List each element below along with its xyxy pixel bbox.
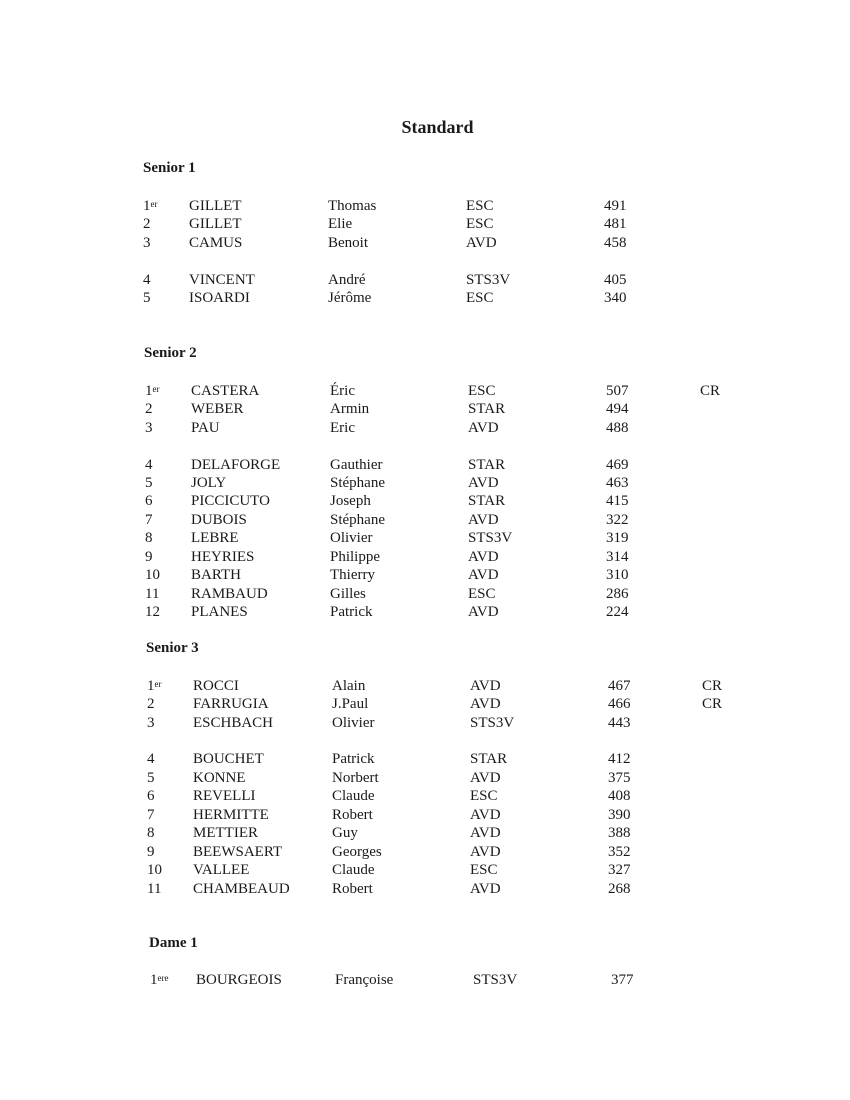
first-name-cell: Gilles xyxy=(330,586,366,602)
rank-cell xyxy=(147,806,155,824)
first-name-cell: Robert xyxy=(332,881,373,897)
score-cell: 443 xyxy=(608,715,631,731)
first-name-cell: Thomas xyxy=(328,198,377,214)
score-cell: 507 xyxy=(606,383,629,399)
section-heading-senior-1: Senior 1 xyxy=(143,160,196,176)
rank-suffix: ere xyxy=(157,973,169,983)
rank-number: 6 xyxy=(147,788,155,804)
score-cell: 310 xyxy=(606,567,629,583)
rank-number: 3 xyxy=(145,420,153,436)
last-name-cell: ROCCI xyxy=(193,678,239,694)
last-name-cell: PAU xyxy=(191,420,220,436)
rank-cell xyxy=(145,511,153,529)
score-cell: 491 xyxy=(604,198,627,214)
first-name-cell: Françoise xyxy=(335,972,394,988)
last-name-cell: DELAFORGE xyxy=(191,457,281,473)
last-name-cell: VINCENT xyxy=(189,272,255,288)
club-cell: AVD xyxy=(468,604,499,620)
rank-number: 11 xyxy=(145,586,160,602)
rank-number: 7 xyxy=(147,807,155,823)
record-note-cell: CR xyxy=(702,696,723,712)
rank-number: 10 xyxy=(145,567,160,583)
first-name-cell: André xyxy=(328,272,366,288)
rank-cell xyxy=(145,603,160,621)
first-name-cell: Olivier xyxy=(332,715,375,731)
rank-number: 7 xyxy=(145,512,153,528)
page-title: Standard xyxy=(401,117,474,137)
score-cell: 481 xyxy=(604,216,627,232)
score-cell: 494 xyxy=(606,401,629,417)
rank-cell xyxy=(147,769,155,787)
last-name-cell: HERMITTE xyxy=(193,807,269,823)
first-name-cell: Thierry xyxy=(330,567,375,583)
rank-number: 4 xyxy=(143,272,151,288)
first-name-cell: Jérôme xyxy=(328,290,372,306)
club-cell: STS3V xyxy=(473,972,518,988)
first-name-cell: Benoit xyxy=(328,235,368,251)
first-name-cell: Eric xyxy=(330,420,355,436)
club-cell: ESC xyxy=(466,198,494,214)
rank-cell xyxy=(147,787,155,805)
rank-cell xyxy=(145,456,153,474)
club-cell: AVD xyxy=(468,567,499,583)
club-cell: AVD xyxy=(468,475,499,491)
rank-number: 5 xyxy=(145,475,153,491)
first-name-cell: Stéphane xyxy=(330,512,385,528)
rank-suffix: er xyxy=(152,384,160,394)
last-name-cell: VALLEE xyxy=(193,862,250,878)
first-name-cell: Elie xyxy=(328,216,353,232)
first-name-cell: Joseph xyxy=(330,493,371,509)
rank-cell xyxy=(143,197,158,215)
rank-number: 2 xyxy=(147,696,155,712)
score-cell: 390 xyxy=(608,807,631,823)
rank-cell xyxy=(147,880,161,898)
last-name-cell: KONNE xyxy=(193,770,246,786)
rank-cell xyxy=(145,419,153,437)
section-heading-dame-1: Dame 1 xyxy=(149,935,198,951)
last-name-cell: JOLY xyxy=(191,475,227,491)
club-cell: AVD xyxy=(466,235,497,251)
rank-number: 9 xyxy=(147,844,155,860)
last-name-cell: BOUCHET xyxy=(193,751,264,767)
score-cell: 405 xyxy=(604,272,627,288)
score-cell: 412 xyxy=(608,751,631,767)
score-cell: 458 xyxy=(604,235,627,251)
score-cell: 322 xyxy=(606,512,629,528)
last-name-cell: PLANES xyxy=(191,604,248,620)
club-cell: STAR xyxy=(468,457,506,473)
club-cell: ESC xyxy=(468,586,496,602)
first-name-cell: Olivier xyxy=(330,530,373,546)
club-cell: AVD xyxy=(470,807,501,823)
club-cell: STS3V xyxy=(470,715,515,731)
rank-cell xyxy=(147,695,155,713)
rank-cell xyxy=(150,971,169,989)
rank-cell xyxy=(147,750,155,768)
score-cell: 408 xyxy=(608,788,631,804)
score-cell: 467 xyxy=(608,678,631,694)
first-name-cell: Gauthier xyxy=(330,457,383,473)
score-cell: 415 xyxy=(606,493,629,509)
club-cell: ESC xyxy=(466,216,494,232)
rank-cell xyxy=(143,234,151,252)
last-name-cell: RAMBAUD xyxy=(191,586,268,602)
club-cell: AVD xyxy=(468,420,499,436)
rank-number: 11 xyxy=(147,881,162,897)
rank-number: 8 xyxy=(147,825,155,841)
club-cell: ESC xyxy=(468,383,496,399)
first-name-cell: Armin xyxy=(330,401,370,417)
rank-number: 5 xyxy=(147,770,155,786)
club-cell: AVD xyxy=(468,549,499,565)
last-name-cell: ISOARDI xyxy=(189,290,250,306)
last-name-cell: PICCICUTO xyxy=(191,493,270,509)
first-name-cell: Patrick xyxy=(330,604,373,620)
record-note-cell: CR xyxy=(700,383,721,399)
score-cell: 388 xyxy=(608,825,631,841)
first-name-cell: J.Paul xyxy=(332,696,369,712)
rank-cell xyxy=(147,824,155,842)
club-cell: ESC xyxy=(470,862,498,878)
rank-number: 1 xyxy=(150,972,158,988)
rank-cell xyxy=(143,289,151,307)
club-cell: STAR xyxy=(470,751,508,767)
first-name-cell: Alain xyxy=(332,678,366,694)
rank-cell xyxy=(145,400,153,418)
club-cell: STAR xyxy=(468,401,506,417)
last-name-cell: BOURGEOIS xyxy=(196,972,282,988)
last-name-cell: GILLET xyxy=(189,216,242,232)
club-cell: STAR xyxy=(468,493,506,509)
last-name-cell: FARRUGIA xyxy=(193,696,269,712)
club-cell: AVD xyxy=(470,825,501,841)
first-name-cell: Claude xyxy=(332,788,375,804)
score-cell: 268 xyxy=(608,881,631,897)
score-cell: 377 xyxy=(611,972,634,988)
rank-number: 1 xyxy=(147,678,155,694)
last-name-cell: BEEWSAERT xyxy=(193,844,283,860)
club-cell: ESC xyxy=(466,290,494,306)
first-name-cell: Éric xyxy=(330,383,355,399)
rank-number: 8 xyxy=(145,530,153,546)
rank-number: 2 xyxy=(145,401,153,417)
last-name-cell: CAMUS xyxy=(189,235,243,251)
club-cell: STS3V xyxy=(468,530,513,546)
last-name-cell: REVELLI xyxy=(193,788,256,804)
rank-cell xyxy=(147,714,155,732)
rank-cell xyxy=(145,566,160,584)
last-name-cell: BARTH xyxy=(191,567,241,583)
rank-cell xyxy=(145,585,159,603)
club-cell: AVD xyxy=(470,678,501,694)
rank-cell xyxy=(147,843,155,861)
score-cell: 352 xyxy=(608,844,631,860)
score-cell: 375 xyxy=(608,770,631,786)
last-name-cell: DUBOIS xyxy=(191,512,247,528)
score-cell: 319 xyxy=(606,530,629,546)
score-cell: 327 xyxy=(608,862,631,878)
rank-cell xyxy=(145,548,153,566)
rank-number: 1 xyxy=(143,198,151,214)
last-name-cell: METTIER xyxy=(193,825,258,841)
score-cell: 286 xyxy=(606,586,629,602)
score-cell: 314 xyxy=(606,549,629,565)
first-name-cell: Robert xyxy=(332,807,373,823)
rank-cell xyxy=(143,271,151,289)
rank-number: 5 xyxy=(143,290,151,306)
rank-number: 3 xyxy=(147,715,155,731)
last-name-cell: GILLET xyxy=(189,198,242,214)
first-name-cell: Norbert xyxy=(332,770,379,786)
club-cell: AVD xyxy=(470,770,501,786)
first-name-cell: Stéphane xyxy=(330,475,385,491)
rank-number: 1 xyxy=(145,383,153,399)
club-cell: AVD xyxy=(468,512,499,528)
rank-number: 2 xyxy=(143,216,151,232)
score-cell: 224 xyxy=(606,604,629,620)
first-name-cell: Guy xyxy=(332,825,358,841)
rank-number: 12 xyxy=(145,604,160,620)
last-name-cell: WEBER xyxy=(191,401,244,417)
last-name-cell: CHAMBEAUD xyxy=(193,881,290,897)
last-name-cell: CASTERA xyxy=(191,383,260,399)
section-heading-senior-3: Senior 3 xyxy=(146,640,199,656)
first-name-cell: Philippe xyxy=(330,549,381,565)
score-cell: 340 xyxy=(604,290,627,306)
rank-cell xyxy=(145,382,160,400)
score-cell: 466 xyxy=(608,696,631,712)
rank-number: 10 xyxy=(147,862,162,878)
last-name-cell: LEBRE xyxy=(191,530,239,546)
club-cell: ESC xyxy=(470,788,498,804)
rank-cell xyxy=(145,474,153,492)
rank-cell xyxy=(147,861,162,879)
score-cell: 488 xyxy=(606,420,629,436)
club-cell: STS3V xyxy=(466,272,511,288)
club-cell: AVD xyxy=(470,844,501,860)
rank-suffix: er xyxy=(154,679,162,689)
score-cell: 469 xyxy=(606,457,629,473)
rank-suffix: er xyxy=(150,199,158,209)
record-note-cell: CR xyxy=(702,678,723,694)
rank-number: 9 xyxy=(145,549,153,565)
rank-cell xyxy=(145,492,153,510)
last-name-cell: HEYRIES xyxy=(191,549,255,565)
last-name-cell: ESCHBACH xyxy=(193,715,274,731)
club-cell: AVD xyxy=(470,696,501,712)
section-heading-senior-2: Senior 2 xyxy=(144,345,197,361)
rank-number: 6 xyxy=(145,493,153,509)
rank-number: 3 xyxy=(143,235,151,251)
club-cell: AVD xyxy=(470,881,501,897)
rank-number: 4 xyxy=(145,457,153,473)
rank-cell xyxy=(147,677,162,695)
rank-cell xyxy=(143,215,151,233)
rank-number: 4 xyxy=(147,751,155,767)
first-name-cell: Patrick xyxy=(332,751,375,767)
rank-cell xyxy=(145,529,153,547)
first-name-cell: Claude xyxy=(332,862,375,878)
score-cell: 463 xyxy=(606,475,629,491)
first-name-cell: Georges xyxy=(332,844,382,860)
